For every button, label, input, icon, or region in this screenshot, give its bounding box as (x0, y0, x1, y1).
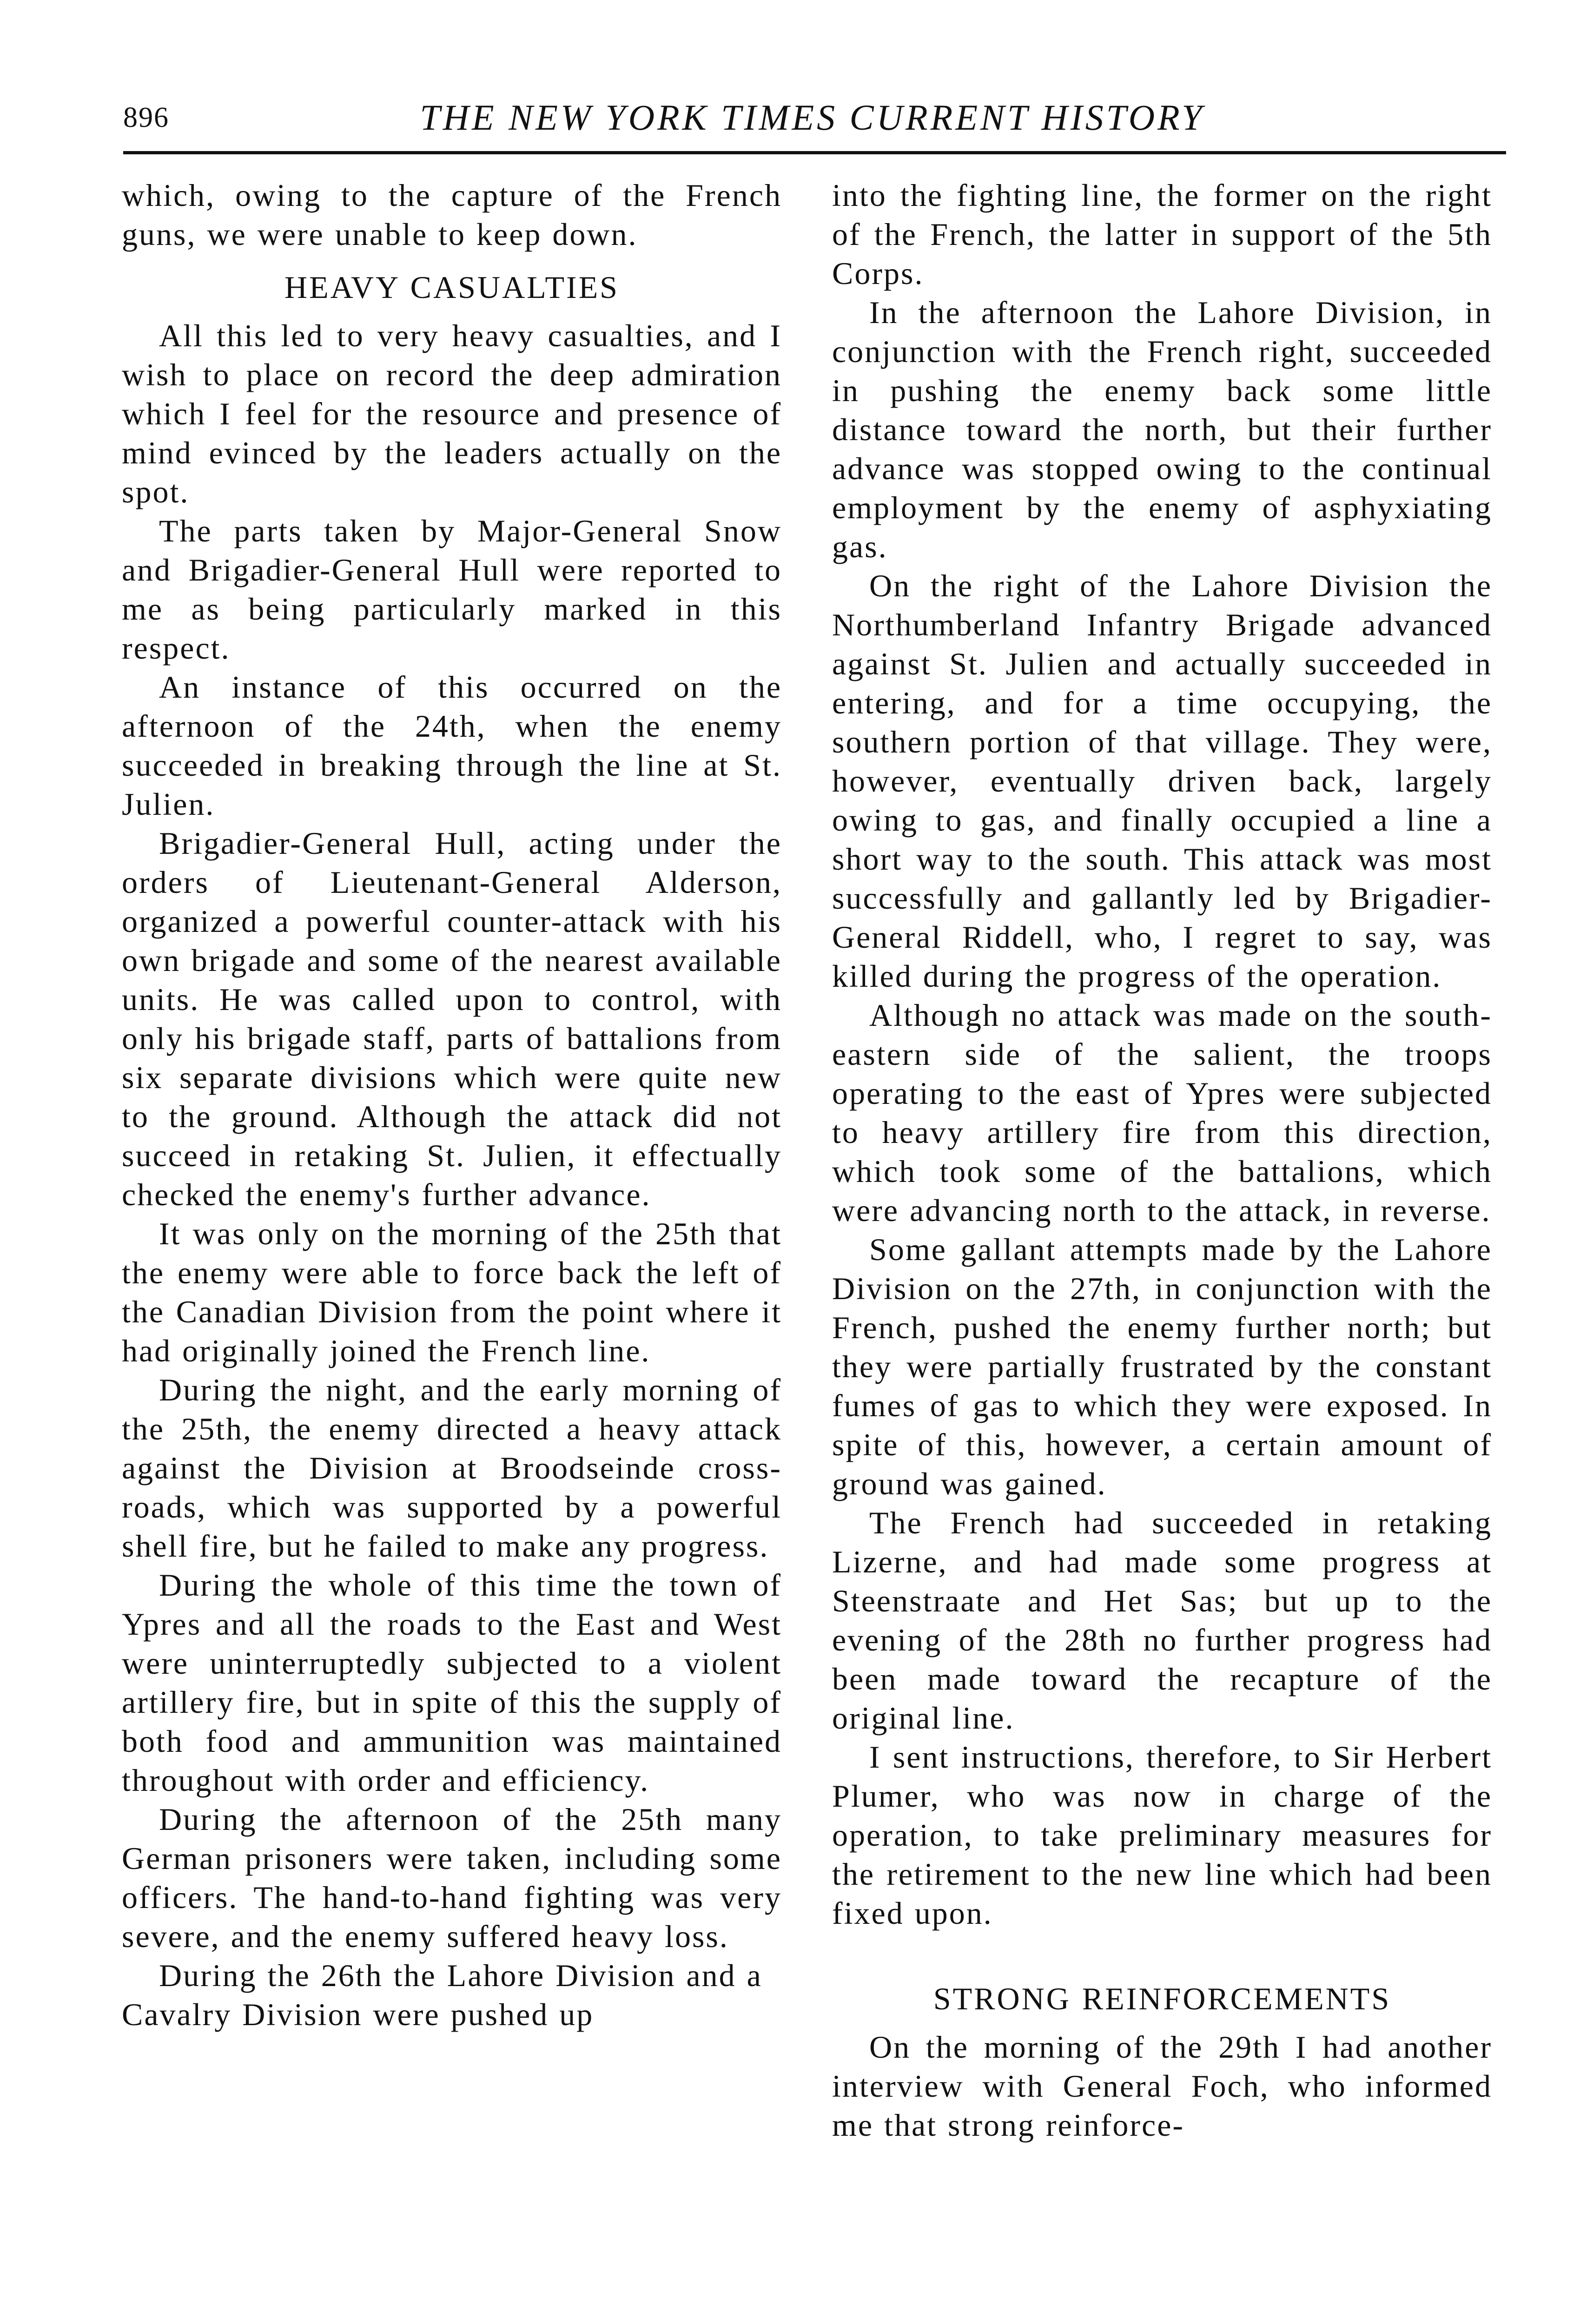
paragraph: Although no attack was made on the south-eastern side of the salient, the troops operating to the east of Ypres were subjected to heavy artillery fire from this direction, which took some of the battalions, which were advancing north to the attack, in reverse. (832, 997, 1492, 1228)
publication-title: THE NEW YORK TIMES CURRENT HISTORY (420, 97, 1205, 138)
section-heading: HEAVY CASUALTIES (284, 270, 619, 305)
paragraph: During the afternoon of the 25th many German prisoners were taken, including some officers. The hand-to-hand fighting was very severe, and the enemy suffered heavy loss. (122, 1802, 782, 1954)
section-heading: STRONG REINFORCEMENTS (933, 1981, 1391, 2016)
paragraph: Some gallant attempts made by the Lahore Division on the 27th, in conjunction with the French, pushed the enemy further north; but they were partially frustrated by the constant fumes of gas to which they were exposed. In spite of this, however, a certain amount of ground was gained. (832, 1232, 1492, 1501)
paragraph: During the night, and the early morning of the 25th, the enemy directed a heavy attack against the Division at Broodseinde cross-roads, which was supported by a powerful shell fire, but he failed to make any progress. (122, 1372, 782, 1564)
paragraph: An instance of this occurred on the afternoon of the 24th, when the enemy succeeded in breaking through the line at St. Julien. (122, 669, 782, 822)
paragraph: On the morning of the 29th I had another interview with General Foch, who informed me that strong reinforce- (832, 2029, 1492, 2143)
paragraph: into the fighting line, the former on the right of the French, the latter in support of the 5th Corps. (832, 178, 1492, 291)
right-column (832, 176, 1492, 2145)
paragraph: All this led to very heavy casualties, and I wish to place on record the deep admiration which I feel for the resource and presence of mind evinced by the leaders actually on the spot. (122, 318, 782, 509)
running-header (123, 93, 1501, 144)
paragraph: The parts taken by Major-General Snow and Brigadier-General Hull were reported to me as being particularly marked in this respect. (122, 513, 782, 666)
paragraph: On the right of the Lahore Division the Northumberland Infantry Brigade advanced against St. Julien and actually succeeded in entering, and for a time occupying, the southern portion of that village. They were, however, eventually driven back, largely owing to gas, and finally occupied a line a short way to the south. This attack was most successfully and gallantly led by Brigadier-General Riddell, who, I regret to say, was killed during the progress of the operation. (832, 568, 1492, 994)
paragraph: During the 26th the Lahore Division and a Cavalry Division were pushed up (122, 1958, 762, 2032)
page-number: 896 (123, 102, 169, 133)
paragraph: During the whole of this time the town of Ypres and all the roads to the East and West were uninterruptedly subjected to a violent artillery fire, but in spite of this the supply of both food and ammunition was maintained throughout with order and efficiency. (122, 1567, 782, 1798)
paragraph: which, owing to the capture of the French guns, we were unable to keep down. (122, 178, 782, 252)
header-rule (123, 151, 1506, 154)
paragraph: It was only on the morning of the 25th that the enemy were able to force back the left of the Canadian Division from the point where it had originally joined the French line. (122, 1216, 782, 1368)
left-column (122, 176, 782, 2034)
paragraph: The French had succeeded in retaking Lizerne, and had made some progress at Steenstraate and Het Sas; but up to the evening of the 28th no further progress had been made toward the recapture of the original line. (832, 1505, 1492, 1736)
paragraph: In the afternoon the Lahore Division, in conjunction with the French right, succeeded in pushing the enemy back some little distance toward the north, but their further advance was stopped owing to the continual employment by the enemy of asphyxiating gas. (832, 295, 1492, 564)
paragraph: Brigadier-General Hull, acting under the orders of Lieutenant-General Alderson, organized a powerful counter-attack with his own brigade and some of the nearest available units. He was called upon to control, with only his brigade staff, parts of battalions from six separate divisions which were quite new to the ground. Although the attack did not succeed in retaking St. Julien, it effectually checked the enemy's further advance. (122, 825, 782, 1212)
paragraph: I sent instructions, therefore, to Sir Herbert Plumer, who was now in charge of the operation, to take preliminary measures for the retirement to the new line which had been fixed upon. (832, 1739, 1492, 1931)
